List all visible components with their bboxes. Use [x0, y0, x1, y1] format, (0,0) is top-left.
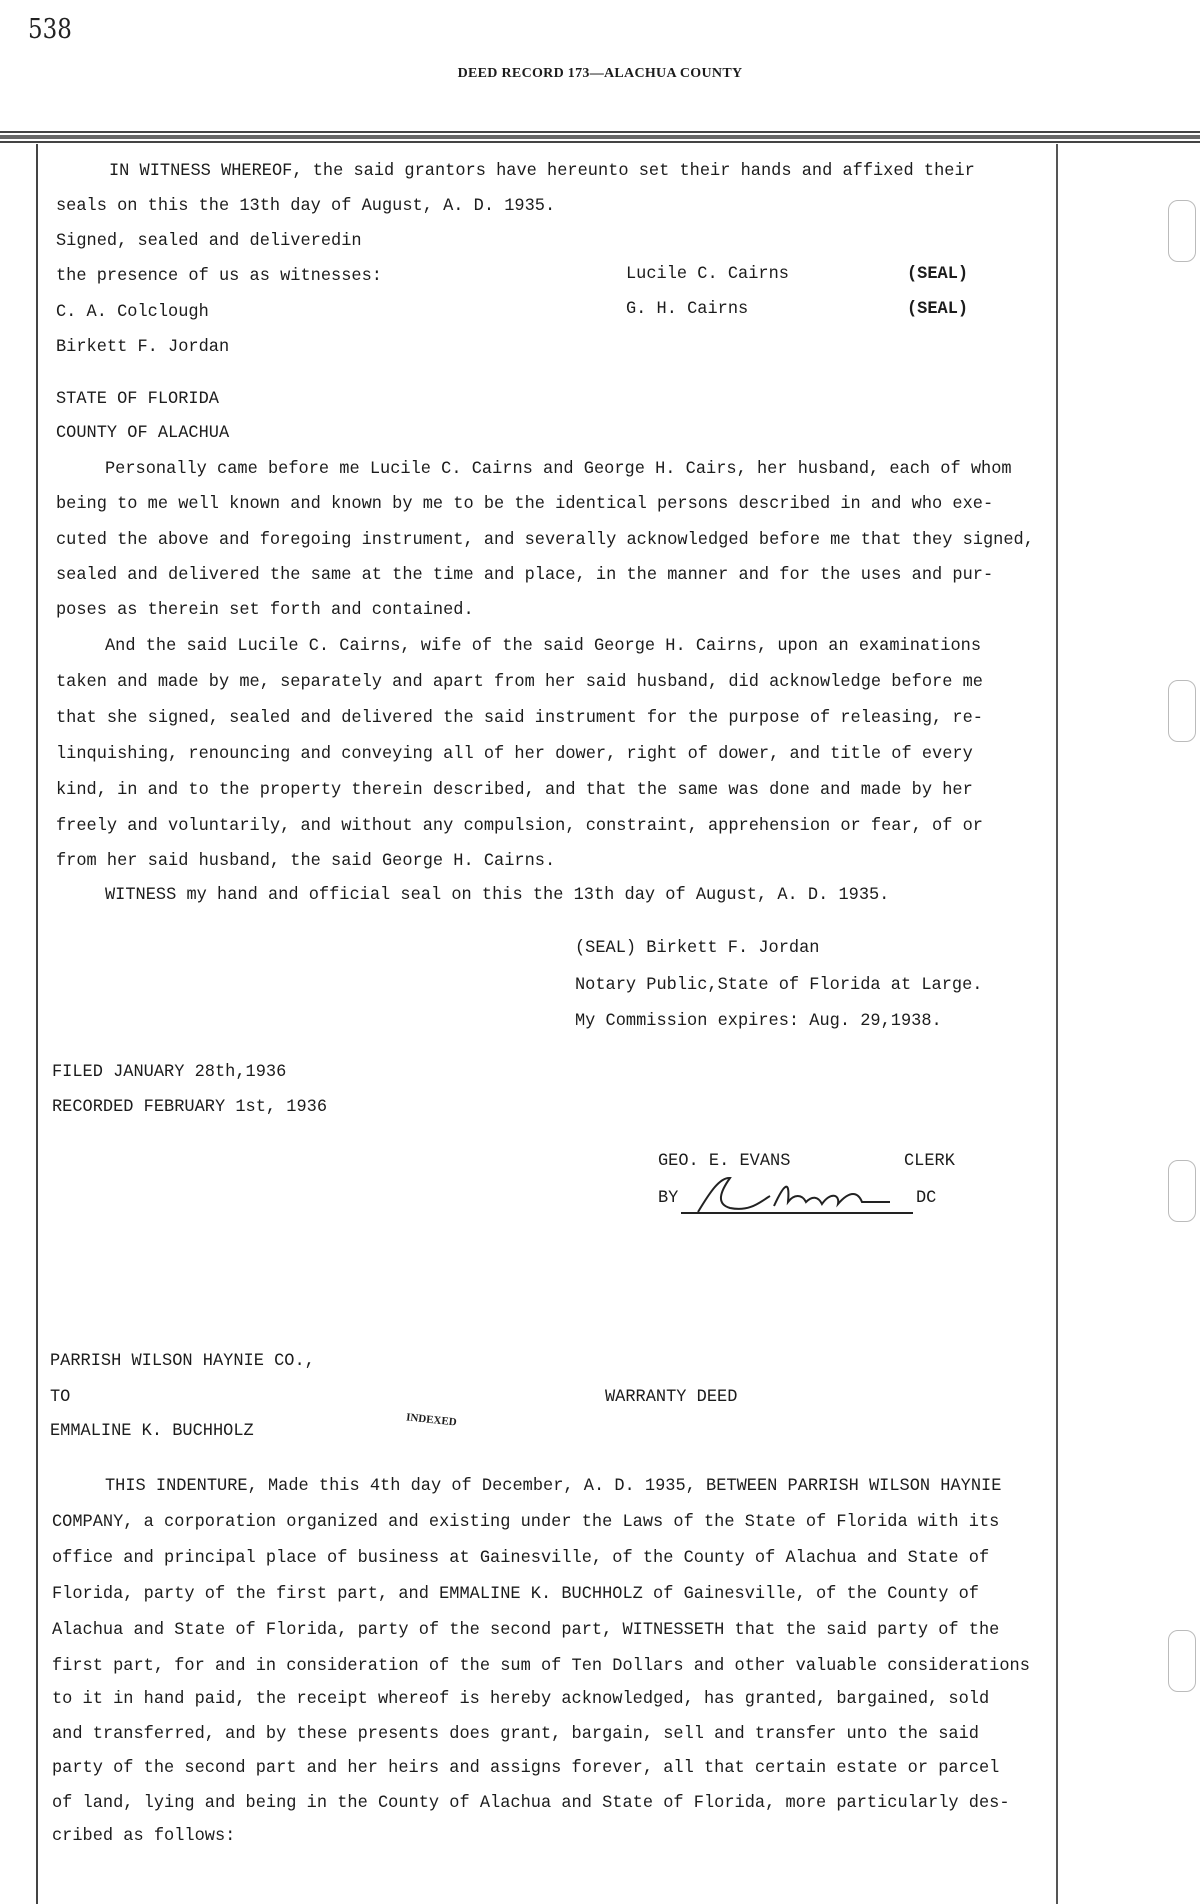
binder-slot [1168, 200, 1196, 262]
deed-line: Florida, party of the first part, and EMMALINE K. BUCHHOLZ of Gainesville, of the County of [52, 1584, 979, 1604]
ack-line: poses as therein set forth and contained. [56, 600, 474, 620]
notary-line: Notary Public,State of Florida at Large. [575, 975, 983, 995]
header-rule [0, 131, 1200, 133]
ack-line: taken and made by me, separately and apart from her said husband, did acknowledge before me [56, 672, 983, 692]
filed-date: FILED JANUARY 28th,1936 [52, 1062, 287, 1082]
ack-line: kind, in and to the property therein described, and that the same was done and made by her [56, 780, 973, 800]
binder-slot [1168, 1160, 1196, 1222]
page-header: DEED RECORD 173—ALACHUA COUNTY [457, 66, 743, 81]
binder-slot [1168, 1630, 1196, 1692]
deed-line: first part, for and in consideration of the sum of Ten Dollars and other valuable considerations [52, 1656, 1030, 1676]
deed-grantee: EMMALINE K. BUCHHOLZ [50, 1421, 254, 1441]
county-line: COUNTY OF ALACHUA [56, 423, 230, 443]
ack-line: WITNESS my hand and official seal on this the 13th day of August, A. D. 1935. [105, 885, 890, 905]
indexed-stamp: INDEXED [405, 1411, 458, 1429]
deed-line: and transferred, and by these presents does grant, bargain, sell and transfer unto the said [52, 1724, 979, 1744]
witness-line: IN WITNESS WHEREOF, the said grantors have hereunto set their hands and affixed their [109, 161, 975, 181]
deed-line: Alachua and State of Florida, party of the second part, WITNESSETH that the said party of the [52, 1620, 1000, 1640]
deed-line: THIS INDENTURE, Made this 4th day of December, A. D. 1935, BETWEEN PARRISH WILSON HAYNIE [105, 1476, 1002, 1496]
notary-line: (SEAL) Birkett F. Jordan [575, 938, 820, 958]
ack-line: being to me well known and known by me to be the identical persons described in and who exe- [56, 494, 994, 514]
page-number: 538 [28, 14, 72, 45]
witness-name: C. A. Colclough [56, 302, 209, 322]
dc-label: DC [916, 1188, 937, 1208]
state-line: STATE OF FLORIDA [56, 389, 219, 409]
witness-line: the presence of us as witnesses: [56, 266, 382, 286]
seal-mark: (SEAL) [907, 299, 969, 319]
ack-line: that she signed, sealed and delivered the said instrument for the purpose of releasing, re- [56, 708, 983, 728]
deed-title: WARRANTY DEED [605, 1387, 738, 1407]
header-rule [0, 135, 1200, 139]
clerk-name: GEO. E. EVANS [658, 1151, 791, 1171]
deed-line: COMPANY, a corporation organized and existing under the Laws of the State of Florida with its [52, 1512, 1000, 1532]
deed-line: office and principal place of business at Gainesville, of the County of Alachua and State of [52, 1548, 990, 1568]
recorded-date: RECORDED FEBRUARY 1st, 1936 [52, 1097, 328, 1117]
ack-line: from her said husband, the said George H. Cairns. [56, 851, 556, 871]
witness-line: seals on this the 13th day of August, A. D. 1935. [56, 196, 556, 216]
deed-line: cribed as follows: [52, 1826, 236, 1846]
grantor-signature: Lucile C. Cairns [626, 264, 789, 284]
ack-line: freely and voluntarily, and without any compulsion, constraint, apprehension or fear, of or [56, 816, 983, 836]
ack-line: Personally came before me Lucile C. Cairns and George H. Cairs, her husband, each of whom [105, 459, 1012, 479]
handwritten-signature [690, 1172, 920, 1216]
deed-grantor: PARRISH WILSON HAYNIE CO., [50, 1351, 315, 1371]
deed-line: of land, lying and being in the County of Alachua and State of Florida, more particularly des- [52, 1793, 1010, 1813]
clerk-title: CLERK [904, 1151, 955, 1171]
ack-line: sealed and delivered the same at the time and place, in the manner and for the uses and pur- [56, 565, 994, 585]
ack-line: And the said Lucile C. Cairns, wife of the said George H. Cairns, upon an examinations [105, 636, 982, 656]
ack-line: cuted the above and foregoing instrument, and severally acknowledged before me that they signed, [56, 530, 1034, 550]
deed-line: party of the second part and her heirs and assigns forever, all that certain estate or parcel [52, 1758, 1000, 1778]
binder-slot [1168, 680, 1196, 742]
seal-mark: (SEAL) [907, 264, 969, 284]
grantor-signature: G. H. Cairns [626, 299, 749, 319]
by-label: BY [658, 1188, 679, 1208]
deed-to: TO [50, 1387, 71, 1407]
ack-line: linquishing, renouncing and conveying all of her dower, right of dower, and title of every [56, 744, 973, 764]
witness-name: Birkett F. Jordan [56, 337, 230, 357]
witness-line: Signed, sealed and deliveredin [56, 231, 362, 251]
header-rule [0, 141, 1200, 143]
notary-line: My Commission expires: Aug. 29,1938. [575, 1011, 942, 1031]
deed-line: to it in hand paid, the receipt whereof is hereby acknowledged, has granted, bargained, sold [52, 1689, 990, 1709]
